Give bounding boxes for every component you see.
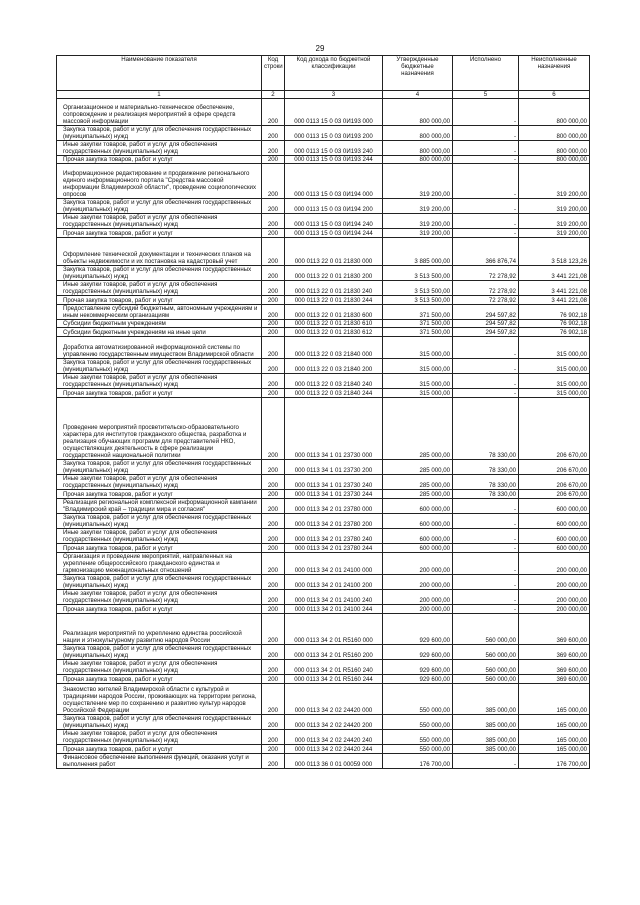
- row-executed: -: [453, 141, 519, 156]
- row-approved: 550 000,00: [383, 715, 453, 730]
- page-number: 29: [315, 44, 325, 53]
- header-indicator-name: Наименование показателя: [57, 56, 262, 91]
- row-budget-code: 000 0113 15 0 03 0И193 244: [285, 156, 383, 164]
- row-budget-code: 000 0113 34 2 02 24420 244: [285, 745, 383, 754]
- row-line-code: 200: [262, 359, 285, 374]
- row-line-code: 200: [262, 675, 285, 684]
- row-remaining: 315 000,00: [519, 389, 590, 398]
- row-line-code: 200: [262, 645, 285, 660]
- row-approved: 319 200,00: [383, 164, 453, 199]
- row-line-code: 200: [262, 614, 285, 645]
- row-budget-code: 000 0113 34 1 01 23730 000: [285, 398, 383, 460]
- row-line-code: 200: [262, 553, 285, 575]
- row-name: Организация и проведение мероприятий, направленных на укрепление общероссийского гражданского единства и гармонизацию межнациональных отношений: [57, 553, 262, 575]
- table-row: [57, 614, 590, 645]
- row-remaining: 319 200,00: [519, 214, 590, 229]
- row-approved: 800 000,00: [383, 141, 453, 156]
- row-remaining: 600 000,00: [519, 529, 590, 544]
- row-line-code: 200: [262, 529, 285, 544]
- row-executed: 385 000,00: [453, 745, 519, 754]
- table-row: [57, 99, 590, 126]
- row-remaining: 165 000,00: [519, 745, 590, 754]
- row-name: Оформление технической документации и технических планов на объекты недвижимости и их постановка на кадастровый учет: [57, 238, 262, 266]
- row-approved: 3 513 500,00: [383, 296, 453, 305]
- row-line-code: 200: [262, 544, 285, 553]
- row-line-code: 200: [262, 754, 285, 769]
- row-budget-code: 000 0113 22 0 03 21840 244: [285, 389, 383, 398]
- row-budget-code: 000 0113 34 2 02 24420 200: [285, 715, 383, 730]
- table-row: [57, 359, 590, 374]
- row-remaining: 76 902,18: [519, 320, 590, 328]
- table-row: [57, 126, 590, 141]
- row-name: Знакомство жителей Владимирской области с культурой и традициями народов России, проживающих на территории региона, осуществление мер по сохранению и развитию культур народов Российской Федерации: [57, 684, 262, 715]
- row-remaining: 369 600,00: [519, 660, 590, 675]
- row-name: Иные закупки товаров, работ и услуг для обеспечения государственных (муниципальных) нужд: [57, 529, 262, 544]
- header-remaining: Неисполненные назначения: [519, 56, 590, 91]
- row-name: Организационное и материально-техническое обеспечение, сопровождение и реализация мероприятий в сфере средств массовой информации: [57, 99, 262, 126]
- row-executed: -: [453, 605, 519, 614]
- table-row: [57, 156, 590, 164]
- row-remaining: 176 700,00: [519, 754, 590, 769]
- row-budget-code: 000 0113 15 0 03 0И193 200: [285, 126, 383, 141]
- row-executed: -: [453, 214, 519, 229]
- row-executed: 72 278,92: [453, 266, 519, 281]
- table-row: [57, 675, 590, 684]
- row-line-code: 200: [262, 490, 285, 499]
- row-remaining: 76 902,18: [519, 328, 590, 337]
- row-budget-code: 000 0113 34 2 01 23780 244: [285, 544, 383, 553]
- column-number: 4: [383, 91, 453, 99]
- column-number: 3: [285, 91, 383, 99]
- table-row: [57, 337, 590, 359]
- row-executed: -: [453, 590, 519, 605]
- row-remaining: 800 000,00: [519, 126, 590, 141]
- row-executed: 72 278,92: [453, 296, 519, 305]
- row-budget-code: 000 0113 34 2 01 24100 244: [285, 605, 383, 614]
- row-name: Прочая закупка товаров, работ и услуг: [57, 605, 262, 614]
- row-executed: 560 000,00: [453, 660, 519, 675]
- table-row: [57, 199, 590, 214]
- row-remaining: 800 000,00: [519, 99, 590, 126]
- budget-execution-table: [56, 55, 590, 769]
- row-remaining: 165 000,00: [519, 730, 590, 745]
- row-line-code: 200: [262, 730, 285, 745]
- row-name: Закупка товаров, работ и услуг для обеспечения государственных (муниципальных) нужд: [57, 359, 262, 374]
- table-row: [57, 460, 590, 475]
- row-approved: 600 000,00: [383, 529, 453, 544]
- row-executed: 78 330,00: [453, 490, 519, 499]
- row-executed: 78 330,00: [453, 460, 519, 475]
- row-remaining: 600 000,00: [519, 544, 590, 553]
- row-approved: 800 000,00: [383, 126, 453, 141]
- row-line-code: 200: [262, 164, 285, 199]
- row-line-code: 200: [262, 514, 285, 529]
- row-executed: -: [453, 389, 519, 398]
- row-budget-code: 000 0113 22 0 03 21840 000: [285, 337, 383, 359]
- row-line-code: 200: [262, 328, 285, 337]
- row-budget-code: 000 0113 15 0 03 0И193 240: [285, 141, 383, 156]
- table-row: [57, 754, 590, 769]
- row-budget-code: 000 0113 34 2 01 24100 200: [285, 575, 383, 590]
- row-line-code: 200: [262, 281, 285, 296]
- table-row: [57, 238, 590, 266]
- row-executed: -: [453, 337, 519, 359]
- row-budget-code: 000 0113 15 0 03 0И194 244: [285, 229, 383, 238]
- row-remaining: 369 600,00: [519, 645, 590, 660]
- row-line-code: 200: [262, 499, 285, 514]
- row-line-code: 200: [262, 684, 285, 715]
- row-approved: 3 885 000,00: [383, 238, 453, 266]
- row-approved: 929 600,00: [383, 645, 453, 660]
- row-executed: 385 000,00: [453, 715, 519, 730]
- row-name: Иные закупки товаров, работ и услуг для обеспечения государственных (муниципальных) нужд: [57, 730, 262, 745]
- row-remaining: 369 600,00: [519, 614, 590, 645]
- row-approved: 285 000,00: [383, 398, 453, 460]
- row-line-code: 200: [262, 296, 285, 305]
- row-budget-code: 000 0113 15 0 03 0И194 240: [285, 214, 383, 229]
- row-approved: 550 000,00: [383, 730, 453, 745]
- row-line-code: 200: [262, 229, 285, 238]
- row-line-code: 200: [262, 660, 285, 675]
- row-remaining: 315 000,00: [519, 374, 590, 389]
- row-executed: -: [453, 514, 519, 529]
- row-name: Предоставление субсидий бюджетным, автономным учреждениям и иным некоммерческим организациям: [57, 305, 262, 320]
- row-approved: 3 513 500,00: [383, 281, 453, 296]
- row-line-code: 200: [262, 266, 285, 281]
- row-line-code: 200: [262, 475, 285, 490]
- row-remaining: 200 000,00: [519, 575, 590, 590]
- row-line-code: 200: [262, 99, 285, 126]
- row-budget-code: 000 0113 22 0 01 21830 200: [285, 266, 383, 281]
- row-approved: 200 000,00: [383, 605, 453, 614]
- row-remaining: 206 670,00: [519, 398, 590, 460]
- row-approved: 600 000,00: [383, 514, 453, 529]
- row-line-code: 200: [262, 590, 285, 605]
- row-line-code: 200: [262, 460, 285, 475]
- report-table-container: [56, 55, 589, 769]
- row-approved: 550 000,00: [383, 745, 453, 754]
- row-name: Прочая закупка товаров, работ и услуг: [57, 490, 262, 499]
- row-remaining: 200 000,00: [519, 605, 590, 614]
- row-budget-code: 000 0113 34 2 01 24100 000: [285, 553, 383, 575]
- row-executed: 560 000,00: [453, 645, 519, 660]
- row-name: Закупка товаров, работ и услуг для обеспечения государственных (муниципальных) нужд: [57, 266, 262, 281]
- row-budget-code: 000 0113 15 0 03 0И194 000: [285, 164, 383, 199]
- row-budget-code: 000 0113 22 0 01 21830 612: [285, 328, 383, 337]
- row-line-code: 200: [262, 374, 285, 389]
- column-number: 1: [57, 91, 262, 99]
- row-executed: -: [453, 544, 519, 553]
- row-name: Иные закупки товаров, работ и услуг для обеспечения государственных (муниципальных) нужд: [57, 141, 262, 156]
- row-approved: 200 000,00: [383, 575, 453, 590]
- row-line-code: 200: [262, 141, 285, 156]
- row-approved: 371 500,00: [383, 320, 453, 328]
- row-budget-code: 000 0113 34 2 01 23780 200: [285, 514, 383, 529]
- row-name: Прочая закупка товаров, работ и услуг: [57, 296, 262, 305]
- row-budget-code: 000 0113 22 0 01 21830 244: [285, 296, 383, 305]
- row-line-code: 200: [262, 126, 285, 141]
- row-remaining: 319 200,00: [519, 199, 590, 214]
- row-budget-code: 000 0113 34 2 01 R5160 200: [285, 645, 383, 660]
- row-name: Иные закупки товаров, работ и услуг для обеспечения государственных (муниципальных) нужд: [57, 281, 262, 296]
- row-name: Иные закупки товаров, работ и услуг для обеспечения государственных (муниципальных) нужд: [57, 660, 262, 675]
- row-executed: 294 597,82: [453, 305, 519, 320]
- row-name: Проведение мероприятий просветительско-образовательного характера для институтов гражданского общества, разработка и реализация обучающих программ для представителей НКО, осуществляющих деятельность в сфере реализации государственной национальной политики: [57, 398, 262, 460]
- row-approved: 929 600,00: [383, 660, 453, 675]
- row-remaining: 315 000,00: [519, 359, 590, 374]
- row-name: Закупка товаров, работ и услуг для обеспечения государственных (муниципальных) нужд: [57, 514, 262, 529]
- table-row: [57, 164, 590, 199]
- table-row: [57, 645, 590, 660]
- row-name: Иные закупки товаров, работ и услуг для обеспечения государственных (муниципальных) нужд: [57, 374, 262, 389]
- row-name: Прочая закупка товаров, работ и услуг: [57, 229, 262, 238]
- table-row: [57, 660, 590, 675]
- row-approved: 800 000,00: [383, 99, 453, 126]
- row-approved: 176 700,00: [383, 754, 453, 769]
- table-row: [57, 296, 590, 305]
- row-approved: 315 000,00: [383, 374, 453, 389]
- row-line-code: 200: [262, 337, 285, 359]
- row-budget-code: 000 0113 34 2 02 24420 000: [285, 684, 383, 715]
- row-executed: -: [453, 199, 519, 214]
- table-row: [57, 490, 590, 499]
- table-row: [57, 214, 590, 229]
- row-executed: -: [453, 156, 519, 164]
- row-executed: -: [453, 359, 519, 374]
- column-number-row: [57, 91, 590, 99]
- row-name: Закупка товаров, работ и услуг для обеспечения государственных (муниципальных) нужд: [57, 199, 262, 214]
- header-line-code: Код строки: [262, 56, 285, 91]
- table-row: [57, 745, 590, 754]
- row-name: Иные закупки товаров, работ и услуг для обеспечения государственных (муниципальных) нужд: [57, 214, 262, 229]
- row-line-code: 200: [262, 605, 285, 614]
- row-name: Прочая закупка товаров, работ и услуг: [57, 745, 262, 754]
- row-executed: -: [453, 164, 519, 199]
- row-remaining: 800 000,00: [519, 141, 590, 156]
- row-approved: 285 000,00: [383, 490, 453, 499]
- table-row: [57, 730, 590, 745]
- row-budget-code: 000 0113 34 1 01 23730 240: [285, 475, 383, 490]
- row-approved: 600 000,00: [383, 544, 453, 553]
- row-budget-code: 000 0113 34 2 02 24420 240: [285, 730, 383, 745]
- table-body: [57, 99, 590, 769]
- row-budget-code: 000 0113 15 0 03 0И194 200: [285, 199, 383, 214]
- row-executed: 72 278,92: [453, 281, 519, 296]
- row-name: Субсидии бюджетным учреждениям: [57, 320, 262, 328]
- table-row: [57, 715, 590, 730]
- row-name: Прочая закупка товаров, работ и услуг: [57, 544, 262, 553]
- row-executed: -: [453, 126, 519, 141]
- row-remaining: 200 000,00: [519, 590, 590, 605]
- row-remaining: 206 670,00: [519, 490, 590, 499]
- row-approved: 319 200,00: [383, 214, 453, 229]
- row-budget-code: 000 0113 22 0 01 21830 000: [285, 238, 383, 266]
- header-executed: Исполнено: [453, 56, 519, 91]
- row-budget-code: 000 0113 22 0 03 21840 240: [285, 374, 383, 389]
- row-name: Субсидии бюджетным учреждениям на иные цели: [57, 328, 262, 337]
- table-row: [57, 684, 590, 715]
- row-remaining: 600 000,00: [519, 499, 590, 514]
- header-budget-code: Код дохода по бюджетной классификации: [285, 56, 383, 91]
- table-row: [57, 590, 590, 605]
- row-budget-code: 000 0113 34 2 01 23780 240: [285, 529, 383, 544]
- table-row: [57, 266, 590, 281]
- row-budget-code: 000 0113 34 2 01 24100 240: [285, 590, 383, 605]
- row-approved: 319 200,00: [383, 229, 453, 238]
- row-budget-code: 000 0113 22 0 01 21830 600: [285, 305, 383, 320]
- row-approved: 285 000,00: [383, 460, 453, 475]
- row-name: Закупка товаров, работ и услуг для обеспечения государственных (муниципальных) нужд: [57, 575, 262, 590]
- row-executed: 366 876,74: [453, 238, 519, 266]
- row-budget-code: 000 0113 36 0 01 00059 000: [285, 754, 383, 769]
- column-number: 6: [519, 91, 590, 99]
- row-executed: -: [453, 499, 519, 514]
- row-remaining: 206 670,00: [519, 460, 590, 475]
- table-row: [57, 229, 590, 238]
- table-row: [57, 605, 590, 614]
- row-remaining: 200 000,00: [519, 553, 590, 575]
- table-header-row: [57, 56, 590, 91]
- row-budget-code: 000 0113 34 2 01 R5160 000: [285, 614, 383, 645]
- row-remaining: 3 441 221,08: [519, 266, 590, 281]
- row-budget-code: 000 0113 22 0 03 21840 200: [285, 359, 383, 374]
- table-row: [57, 499, 590, 514]
- table-row: [57, 398, 590, 460]
- row-name: Закупка товаров, работ и услуг для обеспечения государственных (муниципальных) нужд: [57, 460, 262, 475]
- row-executed: -: [453, 99, 519, 126]
- row-remaining: 600 000,00: [519, 514, 590, 529]
- row-budget-code: 000 0113 34 1 01 23730 200: [285, 460, 383, 475]
- row-approved: 929 600,00: [383, 675, 453, 684]
- row-remaining: 800 000,00: [519, 156, 590, 164]
- row-name: Прочая закупка товаров, работ и услуг: [57, 156, 262, 164]
- table-row: [57, 281, 590, 296]
- row-remaining: 76 902,18: [519, 305, 590, 320]
- row-line-code: 200: [262, 398, 285, 460]
- table-row: [57, 328, 590, 337]
- row-executed: 78 330,00: [453, 475, 519, 490]
- row-executed: 294 597,82: [453, 320, 519, 328]
- header-approved: Утвержденные бюджетные назначения: [383, 56, 453, 91]
- row-budget-code: 000 0113 34 2 01 R5160 240: [285, 660, 383, 675]
- row-name: Прочая закупка товаров, работ и услуг: [57, 675, 262, 684]
- row-executed: 385 000,00: [453, 730, 519, 745]
- row-budget-code: 000 0113 34 2 01 23780 000: [285, 499, 383, 514]
- row-remaining: 165 000,00: [519, 715, 590, 730]
- row-name: Иные закупки товаров, работ и услуг для обеспечения государственных (муниципальных) нужд: [57, 590, 262, 605]
- row-line-code: 200: [262, 305, 285, 320]
- row-executed: 560 000,00: [453, 675, 519, 684]
- row-remaining: 319 200,00: [519, 164, 590, 199]
- row-executed: 294 597,82: [453, 328, 519, 337]
- row-line-code: 200: [262, 214, 285, 229]
- row-budget-code: 000 0113 22 0 01 21830 240: [285, 281, 383, 296]
- row-name: Информационное редактирование и продвижение регионального единого информационного портала "Средства массовой информации Владимирской области", проведение социологических опросов: [57, 164, 262, 199]
- row-name: Закупка товаров, работ и услуг для обеспечения государственных (муниципальных) нужд: [57, 126, 262, 141]
- table-row: [57, 374, 590, 389]
- row-remaining: 3 441 221,08: [519, 296, 590, 305]
- column-number: 5: [453, 91, 519, 99]
- row-executed: 560 000,00: [453, 614, 519, 645]
- column-number: 2: [262, 91, 285, 99]
- table-row: [57, 514, 590, 529]
- row-line-code: 200: [262, 575, 285, 590]
- row-approved: 929 600,00: [383, 614, 453, 645]
- row-line-code: 200: [262, 199, 285, 214]
- row-executed: -: [453, 754, 519, 769]
- row-approved: 600 000,00: [383, 499, 453, 514]
- row-remaining: 206 670,00: [519, 475, 590, 490]
- row-executed: -: [453, 553, 519, 575]
- row-line-code: 200: [262, 238, 285, 266]
- table-row: [57, 320, 590, 328]
- row-name: Иные закупки товаров, работ и услуг для обеспечения государственных (муниципальных) нужд: [57, 475, 262, 490]
- row-approved: 200 000,00: [383, 553, 453, 575]
- row-name: Закупка товаров, работ и услуг для обеспечения государственных (муниципальных) нужд: [57, 645, 262, 660]
- row-remaining: 3 441 221,08: [519, 281, 590, 296]
- row-line-code: 200: [262, 745, 285, 754]
- row-executed: 78 330,00: [453, 398, 519, 460]
- row-executed: -: [453, 374, 519, 389]
- row-approved: 371 500,00: [383, 328, 453, 337]
- row-budget-code: 000 0113 22 0 01 21830 610: [285, 320, 383, 328]
- row-line-code: 200: [262, 156, 285, 164]
- row-approved: 3 513 500,00: [383, 266, 453, 281]
- row-remaining: 3 518 123,26: [519, 238, 590, 266]
- table-row: [57, 529, 590, 544]
- row-budget-code: 000 0113 34 2 01 R5160 244: [285, 675, 383, 684]
- row-approved: 285 000,00: [383, 475, 453, 490]
- row-budget-code: 000 0113 34 1 01 23730 244: [285, 490, 383, 499]
- row-approved: 550 000,00: [383, 684, 453, 715]
- table-row: [57, 575, 590, 590]
- row-remaining: 165 000,00: [519, 684, 590, 715]
- row-executed: -: [453, 529, 519, 544]
- row-line-code: 200: [262, 389, 285, 398]
- table-row: [57, 305, 590, 320]
- row-remaining: 319 200,00: [519, 229, 590, 238]
- row-approved: 200 000,00: [383, 590, 453, 605]
- row-approved: 319 200,00: [383, 199, 453, 214]
- row-line-code: 200: [262, 320, 285, 328]
- row-executed: -: [453, 575, 519, 590]
- row-line-code: 200: [262, 715, 285, 730]
- row-name: Прочая закупка товаров, работ и услуг: [57, 389, 262, 398]
- row-executed: -: [453, 229, 519, 238]
- row-name: Закупка товаров, работ и услуг для обеспечения государственных (муниципальных) нужд: [57, 715, 262, 730]
- row-approved: 315 000,00: [383, 337, 453, 359]
- table-row: [57, 141, 590, 156]
- table-row: [57, 389, 590, 398]
- row-name: Доработка автоматизированной информационной системы по управлению государственным имуществом Владимирской области: [57, 337, 262, 359]
- row-name: Финансовое обеспечение выполнения функций, оказания услуг и выполнения работ: [57, 754, 262, 769]
- table-row: [57, 544, 590, 553]
- row-name: Реализация региональной комплексной информационной кампании "Владимирский край – традиции мира и согласия": [57, 499, 262, 514]
- row-approved: 315 000,00: [383, 389, 453, 398]
- row-approved: 800 000,00: [383, 156, 453, 164]
- row-executed: 385 000,00: [453, 684, 519, 715]
- row-approved: 371 500,00: [383, 305, 453, 320]
- row-remaining: 315 000,00: [519, 337, 590, 359]
- row-budget-code: 000 0113 15 0 03 0И193 000: [285, 99, 383, 126]
- row-approved: 315 000,00: [383, 359, 453, 374]
- row-name: Реализация мероприятий по укреплению единства российской нации и этнокультурному развитию народов России: [57, 614, 262, 645]
- table-row: [57, 475, 590, 490]
- row-remaining: 369 600,00: [519, 675, 590, 684]
- table-row: [57, 553, 590, 575]
